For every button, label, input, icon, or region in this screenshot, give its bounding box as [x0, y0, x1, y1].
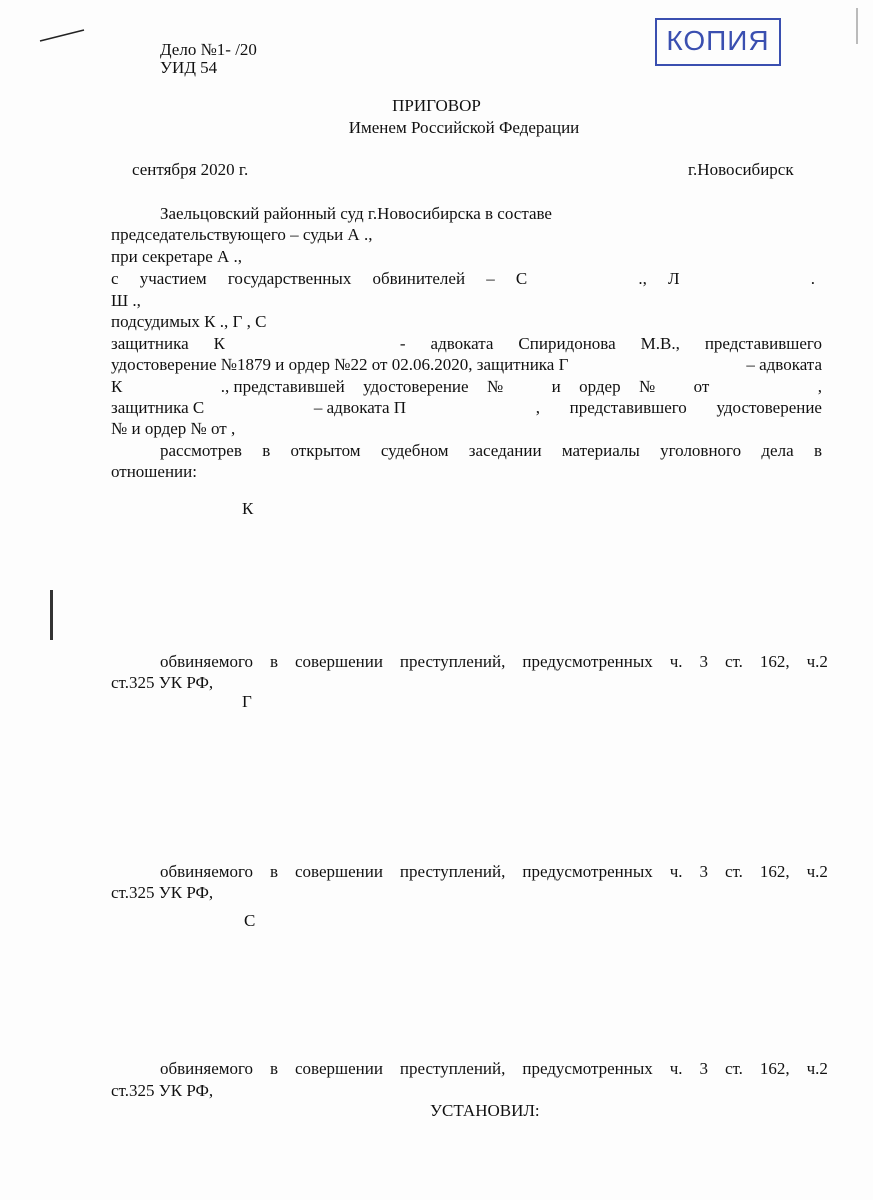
word: обвинителей	[372, 269, 466, 288]
defendant-1-charge	[160, 652, 828, 672]
word: дела	[761, 441, 794, 460]
word: -	[399, 334, 406, 353]
word: ст.	[724, 652, 743, 671]
word: защитника С	[111, 398, 205, 417]
word: – адвоката П	[313, 398, 407, 417]
court-line-10	[111, 398, 822, 418]
defendant-1-charge-end: ст.325 УК РФ,	[111, 673, 214, 692]
word: ,	[535, 398, 540, 417]
word: – адвоката	[746, 355, 822, 374]
word: ст.	[724, 1059, 743, 1078]
court-line-9	[111, 377, 822, 397]
word: удостоверение	[716, 398, 822, 417]
word: рассмотрев	[160, 441, 242, 460]
word: С	[515, 269, 528, 288]
word: 162,	[759, 652, 790, 671]
word: ордер	[579, 377, 621, 396]
court-line-5: Ш .,	[111, 291, 141, 310]
word: .	[810, 269, 815, 288]
court-line-8	[111, 355, 822, 375]
defendant-2-charge-end: ст.325 УК РФ,	[111, 883, 214, 902]
document-title: ПРИГОВОР	[392, 96, 481, 115]
word: –	[486, 269, 495, 288]
word: обвиняемого	[160, 862, 254, 881]
defendant-2-initial: Г	[242, 692, 252, 711]
word: в	[270, 652, 279, 671]
word: уголовного	[660, 441, 742, 460]
word: ч.2	[806, 1059, 828, 1078]
word: К	[111, 377, 123, 396]
word: удостоверение	[363, 377, 469, 396]
case-number: Дело №1- /20	[160, 40, 257, 59]
court-line-6: подсудимых К ., Г , С	[111, 312, 267, 331]
word: ч.2	[806, 652, 828, 671]
defendant-3-charge	[160, 1059, 828, 1079]
binding-mark	[50, 590, 53, 640]
word: ,	[817, 377, 822, 396]
word: 3	[699, 1059, 709, 1078]
word: с	[111, 269, 119, 288]
court-line-1: Заельцовский районный суд г.Новосибирска в составе	[160, 204, 552, 223]
word: в	[813, 441, 822, 460]
pen-stroke-mark	[38, 28, 88, 44]
word: и	[551, 377, 561, 396]
word: судебном	[380, 441, 449, 460]
word: представившего	[569, 398, 687, 417]
defendant-1-initial: К	[242, 499, 254, 518]
word: 162,	[759, 1059, 790, 1078]
word: преступлений,	[399, 862, 506, 881]
word: совершении	[294, 1059, 383, 1078]
word: 162,	[759, 862, 790, 881]
copy-stamp: КОПИЯ	[655, 18, 781, 66]
word: от	[693, 377, 710, 396]
word: Спиридонова	[518, 334, 616, 353]
verdict-city: г.Новосибирск	[688, 160, 794, 179]
word: предусмотренных	[522, 652, 653, 671]
court-line-11: № и ордер № от ,	[111, 419, 236, 438]
word: ч.	[669, 652, 683, 671]
word: обвиняемого	[160, 1059, 254, 1078]
defendant-3-initial: С	[244, 911, 256, 930]
court-line-2: председательствующего – судьи А .,	[111, 225, 373, 244]
word: обвиняемого	[160, 652, 254, 671]
word: открытом	[290, 441, 361, 460]
defendant-3-charge-end: ст.325 УК РФ,	[111, 1081, 214, 1100]
edge-mark	[856, 8, 858, 44]
word: ., представившей	[220, 377, 345, 396]
word: ч.	[669, 1059, 683, 1078]
word: заседании	[468, 441, 542, 460]
word: участием	[139, 269, 207, 288]
word: М.В.,	[640, 334, 680, 353]
word: Л	[668, 269, 680, 288]
word: №	[638, 377, 656, 396]
word: 3	[699, 862, 709, 881]
document-subtitle: Именем Российской Федерации	[348, 118, 580, 137]
word: 3	[699, 652, 709, 671]
court-line-13: отношении:	[111, 462, 197, 481]
word: ч.2	[806, 862, 828, 881]
word: совершении	[294, 652, 383, 671]
word: ч.	[669, 862, 683, 881]
word: в	[262, 441, 271, 460]
word: государственных	[227, 269, 352, 288]
word: предусмотренных	[522, 1059, 653, 1078]
court-line-7	[111, 334, 822, 354]
defendant-2-charge	[160, 862, 828, 882]
uid-number: УИД 54	[160, 58, 218, 77]
word: в	[270, 1059, 279, 1078]
court-line-12	[160, 441, 822, 461]
word: совершении	[294, 862, 383, 881]
word: защитника	[111, 334, 189, 353]
word: в	[270, 862, 279, 881]
court-line-4	[111, 269, 815, 289]
word: предусмотренных	[522, 862, 653, 881]
word: преступлений,	[399, 1059, 506, 1078]
word: ст.	[724, 862, 743, 881]
word: №	[486, 377, 504, 396]
word: К	[213, 334, 225, 353]
word: представившего	[704, 334, 822, 353]
word: .,	[638, 269, 647, 288]
court-line-3: при секретаре А .,	[111, 247, 243, 266]
section-heading-ustanovil: УСТАНОВИЛ:	[430, 1101, 540, 1120]
word: адвоката	[430, 334, 494, 353]
word: удостоверение №1879 и ордер №22 от 02.06.2020, защитника Г	[111, 355, 569, 374]
verdict-date: сентября 2020 г.	[132, 160, 249, 179]
word: преступлений,	[399, 652, 506, 671]
word: материалы	[561, 441, 640, 460]
